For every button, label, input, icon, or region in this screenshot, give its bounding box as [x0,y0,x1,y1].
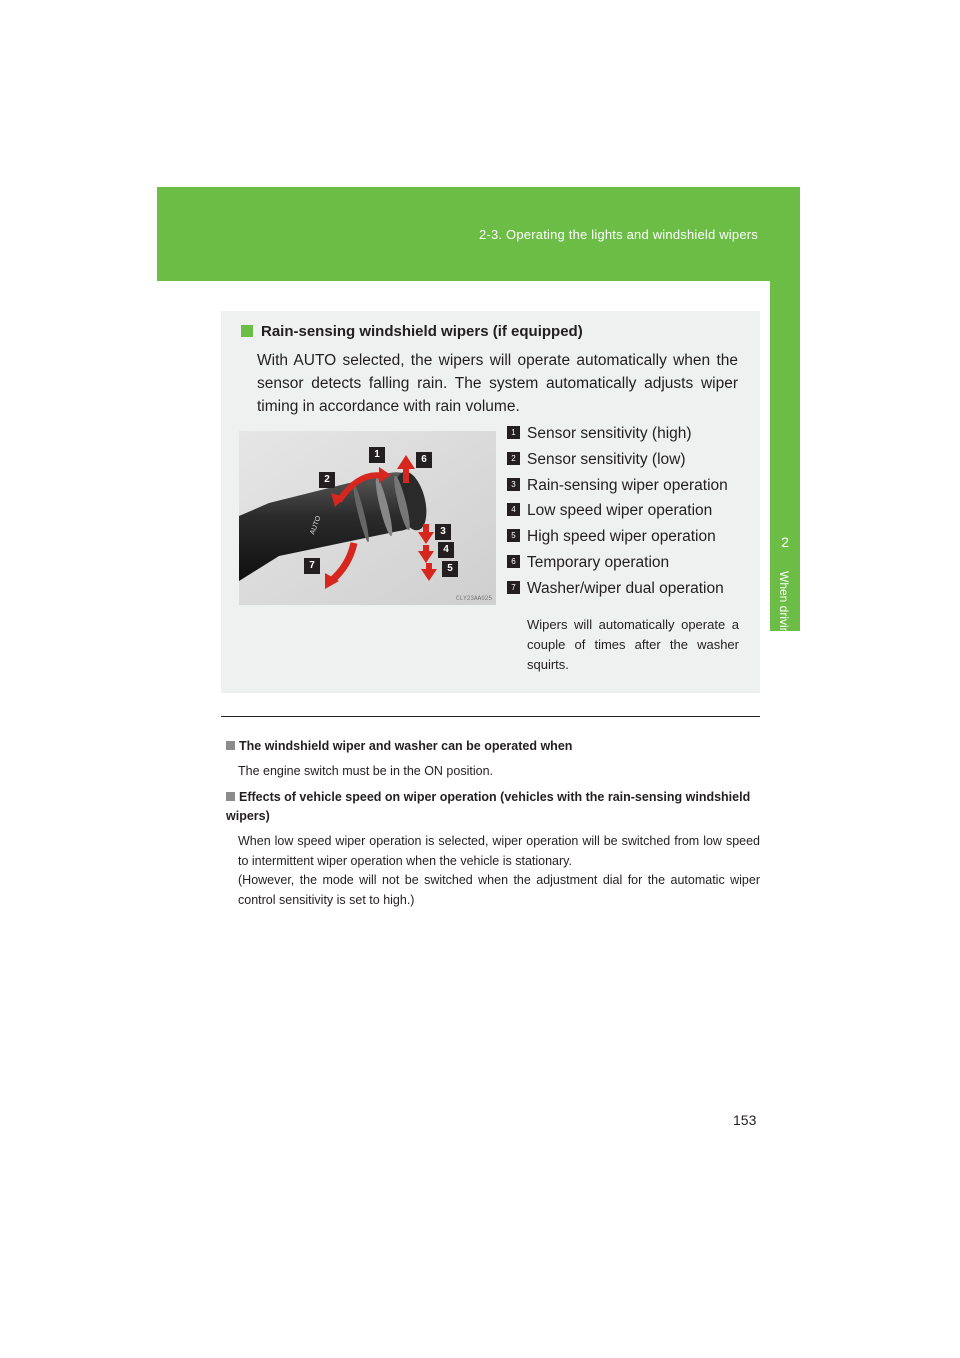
note-body [226,832,760,910]
callout-badge-1: 1 [369,447,385,463]
legend-label: Rain-sensing wiper operation [527,476,728,494]
legend-number-badge: 3 [507,478,520,491]
note-block [226,788,760,910]
legend-number-badge: 1 [507,426,520,439]
legend-item [507,528,728,554]
legend-number-badge: 2 [507,452,520,465]
callout-badge-2: 2 [319,472,335,488]
green-square-icon [241,325,253,337]
wiper-lever-illustration [239,431,496,605]
note-paragraph: When low speed wiper operation is selected, wiper operation will be switched from low speed to intermittent wiper operation when the vehicle is stationary. [238,834,760,868]
legend-label: Sensor sensitivity (high) [527,425,692,442]
panel-heading-text: Rain-sensing windshield wipers (if equipped) [261,323,583,340]
chapter-number: 2 [781,534,789,550]
legend-number-badge: 4 [507,503,520,516]
callout-badge-7: 7 [304,558,320,574]
legend-label: Low speed wiper operation [527,502,713,520]
wiper-lever-drawing [239,431,496,605]
note-title [226,737,760,756]
legend-label: High speed wiper operation [527,528,716,546]
callout-badge-5: 5 [442,561,458,577]
legend-note: Wipers will automatically operate a couple of times after the washer squirts. [527,617,739,672]
section-divider [221,716,760,717]
legend-number-badge: 7 [507,581,520,594]
legend-label: Washer/wiper dual operation [527,579,724,597]
chapter-label: When driving [777,571,791,642]
panel-heading [241,323,583,340]
note-title-text: The windshield wiper and washer can be operated when [239,739,573,753]
page-number: 153 [733,1112,757,1128]
figure-legend [507,425,728,606]
note-title-text: Effects of vehicle speed on wiper operation (vehicles with the rain-sensing windshield wipers) [226,790,751,823]
gray-square-icon [226,792,235,801]
legend-item [507,554,728,580]
legend-label: Sensor sensitivity (low) [527,450,686,468]
note-paragraph: (However, the mode will not be switched when the adjustment dial for the automatic wiper control sensitivity is set to high.) [238,873,760,907]
legend-item [507,425,728,451]
legend-item [507,477,728,503]
info-panel [221,311,760,693]
note-body [226,762,760,782]
callout-badge-4: 4 [438,542,454,558]
legend-item [507,580,728,606]
panel-body-text: With AUTO selected, the wipers will operate automatically when the sensor detects falling rain. The system automatically adjusts wiper timing in accordance with rain volume. [257,352,738,415]
svg-text:AUTO: AUTO [309,515,323,536]
note-block [226,737,760,782]
chapter-side-tab [770,281,800,642]
legend-item [507,451,728,477]
chapter-header-band [157,187,800,281]
note-paragraph: The engine switch must be in the ON position. [238,764,493,778]
legend-item [507,502,728,528]
legend-label: Temporary operation [527,553,670,571]
note-title [226,788,760,826]
legend-number-badge: 6 [507,555,520,568]
figure-code: CLY23AA025 [455,595,492,602]
gray-square-icon [226,741,235,750]
callout-badge-3: 3 [435,524,451,540]
section-title: 2-3. Operating the lights and windshield wipers [479,227,758,242]
legend-number-badge: 5 [507,529,520,542]
callout-badge-6: 6 [416,452,432,468]
